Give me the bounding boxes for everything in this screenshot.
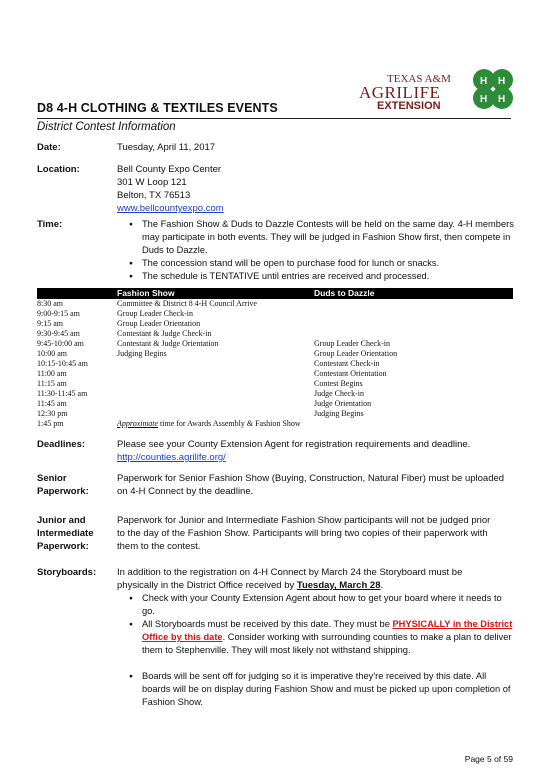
schedule-time: 11:15 am	[37, 379, 67, 388]
schedule-row	[37, 329, 513, 339]
time-bullet: ● The Fashion Show & Duds to Dazzle Contests will be held on the same day. 4-H members may participate in both events. They will be judged in Fashion Show first, then compete in Duds to Dazzle.	[142, 218, 514, 257]
schedule-duds-event: Contestant Check-in	[314, 359, 380, 368]
schedule-row	[37, 389, 513, 399]
time-label: Time:	[37, 219, 63, 230]
senior-label: Paperwork:	[37, 486, 89, 497]
logo-line3: EXTENSION	[377, 100, 441, 112]
schedule-fashion-event: Contestant & Judge Check-in	[117, 329, 212, 338]
time-bullet: ● The concession stand will be open to purchase food for lunch or snacks.	[142, 257, 514, 270]
schedule-duds-event: Contestant Orientation	[314, 369, 387, 378]
storyboards-bullet: ● Boards will be sent off for judging so it is imperative they're received by this date. All boards will be on display during Fashion Show and must be picked up upon completion of Fashion Show.	[142, 670, 514, 709]
junior-text: to the day of the Fashion Show. Participants will bring two copies of their paperwork with	[117, 528, 488, 539]
schedule-row	[37, 359, 513, 369]
time-bullet: ● The schedule is TENTATIVE until entries are received and processed.	[142, 270, 514, 283]
clover-letter: H	[480, 94, 488, 105]
schedule-time: 11:00 am	[37, 369, 67, 378]
schedule-duds-event: Contest Begins	[314, 379, 363, 388]
4h-clover-icon	[468, 64, 518, 114]
logo-line1: TEXAS A&M	[387, 73, 451, 85]
senior-text: Paperwork for Senior Fashion Show (Buying, Construction, Natural Fiber) must be uploaded	[117, 473, 505, 484]
schedule-fashion-event: Committee & District 8 4-H Council Arrive	[117, 299, 257, 308]
schedule-duds-event: Judging Begins	[314, 409, 364, 418]
schedule-row	[37, 309, 513, 319]
deadlines-label: Deadlines:	[37, 439, 86, 450]
schedule-header	[37, 288, 513, 299]
clover-letter: H	[498, 76, 506, 87]
page-subtitle: District Contest Information	[37, 121, 176, 133]
location-line: Bell County Expo Center	[117, 164, 222, 175]
schedule-row-last	[37, 419, 513, 429]
schedule-fashion-event: Group Leader Orientation	[117, 319, 201, 328]
schedule-fashion-event: Contestant & Judge Orientation	[117, 339, 219, 348]
schedule-row	[37, 369, 513, 379]
location-line: 301 W Loop 121	[117, 177, 187, 188]
schedule-duds-event: Judge Orientation	[314, 399, 372, 408]
schedule-time: 9:45-10:00 am	[37, 339, 84, 348]
schedule-row	[37, 319, 513, 329]
schedule-header-duds: Duds to Dazzle	[314, 288, 375, 298]
schedule-time: 12:30 pm	[37, 409, 68, 418]
schedule-time: 1:45 pm	[37, 419, 64, 428]
storyboards-intro: In addition to the registration on 4-H Connect by March 24 the Storyboard must be	[117, 567, 463, 578]
schedule-row	[37, 349, 513, 359]
clover-letter: H	[480, 76, 488, 87]
deadlines-link[interactable]: http://counties.agrilife.org/	[117, 452, 226, 463]
senior-label: Senior	[37, 473, 67, 484]
deadlines-text: Please see your County Extension Agent for registration requirements and deadline.	[117, 439, 471, 450]
junior-text: Paperwork for Junior and Intermediate Fashion Show participants will not be judged prior	[117, 515, 491, 526]
schedule-row	[37, 409, 513, 419]
schedule-time: 10:00 am	[37, 349, 67, 358]
schedule-time: 9:15 am	[37, 319, 63, 328]
schedule-time: 11:30-11:45 am	[37, 389, 88, 398]
logo-line2: AGRILIFE	[359, 83, 441, 102]
storyboards-intro: physically in the District Office received by Tuesday, March 28.	[117, 580, 384, 591]
date-value: Tuesday, April 11, 2017	[117, 142, 216, 153]
page-number: Page 5 of 59	[464, 754, 513, 764]
clover-letter: H	[498, 94, 506, 105]
schedule-event: Approximate time for Awards Assembly & Fashion Show	[117, 419, 301, 428]
date-label: Date:	[37, 142, 61, 153]
junior-label: Intermediate	[37, 528, 94, 539]
schedule-row	[37, 379, 513, 389]
storyboards-label: Storyboards:	[37, 567, 97, 578]
title-divider	[37, 118, 511, 119]
page-title: D8 4-H CLOTHING & TEXTILES EVENTS	[37, 101, 278, 115]
location-label: Location:	[37, 164, 80, 175]
schedule-time: 8:30 am	[37, 299, 63, 308]
schedule-time: 11:45 am	[37, 399, 67, 408]
schedule-time: 10:15-10:45 am	[37, 359, 88, 368]
schedule-time: 9:00-9:15 am	[37, 309, 80, 318]
schedule-row	[37, 299, 513, 309]
storyboards-bullet: ● Check with your County Extension Agent about how to get your board where it needs to go.	[142, 592, 514, 618]
schedule-header-fashion: Fashion Show	[117, 288, 175, 298]
junior-label: Paperwork:	[37, 541, 89, 552]
location-line: Belton, TX 76513	[117, 190, 191, 201]
storyboards-bullet: ● All Storyboards must be received by this date. They must be PHYSICALLY in the District Office by this date. Consider working with surrounding counties to make a plan to deliver them to Stephenville. They will most likely not withstand shipping.	[142, 618, 514, 657]
schedule-row	[37, 399, 513, 409]
schedule-time: 9:30-9:45 am	[37, 329, 80, 338]
schedule-duds-event: Group Leader Check-in	[314, 339, 390, 348]
senior-text: on 4-H Connect by the deadline.	[117, 486, 254, 497]
location-link[interactable]: www.bellcountyexpo.com	[117, 203, 224, 214]
schedule-fashion-event: Judging Begins	[117, 349, 167, 358]
schedule-duds-event: Judge Check-in	[314, 389, 364, 398]
schedule-fashion-event: Group Leader Check-in	[117, 309, 193, 318]
junior-text: them to the contest.	[117, 541, 201, 552]
junior-label: Junior and	[37, 515, 86, 526]
schedule-duds-event: Group Leader Orientation	[314, 349, 398, 358]
schedule-row	[37, 339, 513, 349]
